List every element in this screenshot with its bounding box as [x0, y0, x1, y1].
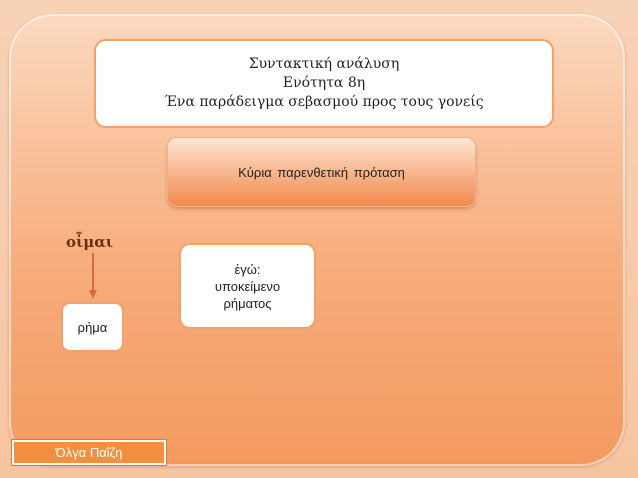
- down-arrow-icon: [88, 253, 98, 299]
- verb-word: οἶμαι: [66, 233, 114, 251]
- title-line-2: Ενότητα 8η: [282, 75, 366, 91]
- subject-word: ἐγώ:: [234, 261, 261, 277]
- author-name: Όλγα Παΐζη: [55, 445, 123, 460]
- subject-role-line-1: υποκείμενο: [214, 278, 281, 294]
- subject-box: [179, 243, 316, 329]
- title-box: [94, 39, 554, 128]
- verb-role-label: ρήμα: [77, 319, 108, 335]
- title-line-3: Ένα παράδειγμα σεβασμού προς τους γονείς: [164, 94, 484, 110]
- verb-role-box: [61, 302, 124, 352]
- main-clause-box: [167, 137, 476, 207]
- author-tag: [12, 440, 166, 465]
- title-line-1: Συντακτική ανάλυση: [248, 56, 400, 72]
- main-clause-label: Κύρια παρενθετική πρόταση: [238, 164, 405, 180]
- subject-role-line-2: ρήματος: [223, 295, 272, 311]
